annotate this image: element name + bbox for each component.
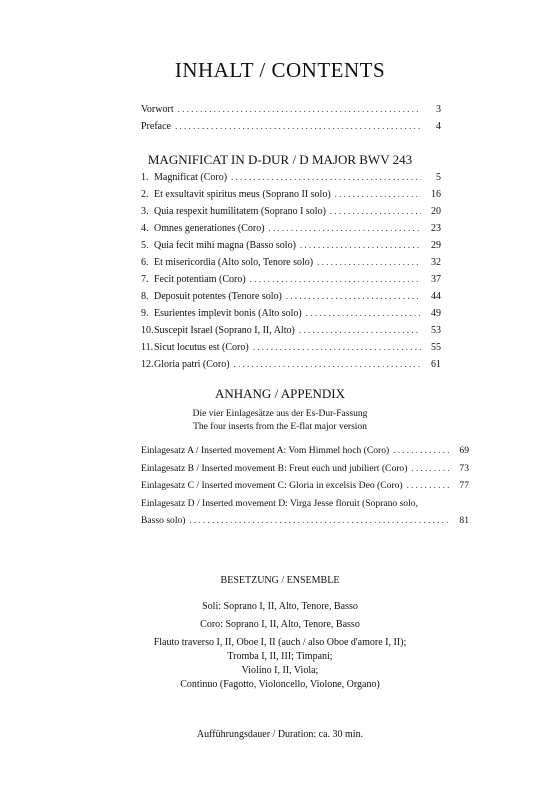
toc-entry-label: Et misericordia (Alto solo, Tenore solo)	[154, 257, 314, 268]
toc-entry-number: 11.	[141, 342, 154, 353]
leader-dots	[317, 257, 421, 267]
toc-entry-page: 20	[431, 206, 441, 217]
leader-dots	[269, 223, 421, 233]
ensemble-soli: Soli: Soprano I, II, Alto, Tenore, Basso	[202, 601, 358, 612]
toc-entry-number: 4.	[141, 223, 149, 234]
toc-entry-number: 5.	[141, 240, 149, 251]
toc-entry-label: Gloria patri (Coro)	[154, 359, 230, 370]
leader-dots	[178, 104, 421, 114]
toc-entry-label: Einlagesatz D / Inserted movement D: Virga Jesse floruit (Soprano solo,	[141, 497, 418, 509]
toc-entry-page: 4	[436, 121, 441, 132]
toc-entry-page: 16	[431, 189, 441, 200]
leader-dots	[299, 325, 421, 335]
toc-entry-label: Einlagesatz A / Inserted movement A: Vom Himmel hoch (Coro)	[141, 445, 390, 456]
leader-dots	[190, 515, 449, 525]
toc-entry-insert-b[interactable]	[141, 463, 469, 481]
leader-dots	[175, 121, 421, 131]
toc-entry-label: Quia respexit humilitatem (Soprano I solo)	[154, 206, 326, 217]
ensemble-heading: BESETZUNG / ENSEMBLE	[220, 575, 340, 586]
toc-entry-label: Omnes generationes (Coro)	[154, 223, 265, 234]
toc-entry-page: 3	[436, 104, 441, 115]
toc-entry-page: 32	[431, 257, 441, 268]
toc-entry-page: 44	[431, 291, 441, 302]
toc-entry-number: 7.	[141, 274, 149, 285]
toc-entry-preface[interactable]	[141, 121, 441, 138]
leader-dots	[407, 480, 449, 490]
magnificat-heading: MAGNIFICAT IN D-DUR / D MAJOR BWV 243	[147, 152, 413, 167]
toc-entry-page: 69	[459, 445, 469, 456]
toc-entry-label: Fecit potentiam (Coro)	[154, 274, 246, 285]
leader-dots	[231, 172, 421, 182]
toc-entry-page: 81	[459, 515, 469, 526]
ensemble-coro: Coro: Soprano I, II, Alto, Tenore, Basso	[200, 619, 360, 630]
toc-entry-label: Preface	[141, 121, 171, 132]
leader-dots	[306, 308, 421, 318]
toc-entry-number: 12.	[141, 359, 154, 370]
toc-entry-number: 8.	[141, 291, 149, 302]
toc-entry-vorwort[interactable]	[141, 104, 441, 121]
toc-entry[interactable]	[141, 359, 441, 376]
toc-entry-number: 9.	[141, 308, 149, 319]
appendix-heading: ANHANG / APPENDIX	[214, 386, 345, 401]
toc-entry-label: Quia fecit mihi magna (Basso solo)	[154, 240, 296, 251]
toc-entry[interactable]	[141, 308, 441, 325]
toc-entry-label: Sicut locutus est (Coro)	[154, 342, 249, 353]
ensemble-instruments-1: Flauto traverso I, II, Oboe I, II (auch / also Oboe d'amore I, II);	[153, 637, 407, 648]
toc-entry-label: Einlagesatz C / Inserted movement C: Gloria in excelsis Deo (Coro)	[141, 480, 403, 491]
toc-entry-number: 6.	[141, 257, 149, 268]
leader-dots	[335, 189, 421, 199]
ensemble-instruments-4: Continuo (Fagotto, Violoncello, Violone, Organo)	[180, 679, 380, 690]
toc-entry[interactable]	[141, 223, 441, 240]
leader-dots	[286, 291, 421, 301]
leader-dots	[234, 359, 421, 369]
leader-dots	[330, 206, 421, 216]
toc-entry-page: 29	[431, 240, 441, 251]
toc-entry[interactable]	[141, 206, 441, 223]
leader-dots	[411, 463, 449, 473]
toc-entry-page: 73	[459, 462, 469, 474]
toc-entry-label: Deposuit potentes (Tenore solo)	[154, 291, 282, 302]
toc-entry[interactable]	[141, 325, 441, 342]
ensemble-instruments-2: Tromba I, II, III; Timpani;	[227, 651, 333, 662]
leader-dots	[253, 342, 421, 352]
leader-dots	[300, 240, 421, 250]
toc-entry-page: 49	[431, 308, 441, 319]
toc-entry-page: 77	[459, 480, 469, 491]
toc-entry-label: Einlagesatz B / Inserted movement B: Freut euch und jubiliert (Coro)	[141, 462, 408, 474]
toc-entry-insert-a[interactable]	[141, 445, 469, 463]
toc-entry-number: 1.	[141, 172, 149, 183]
toc-entry[interactable]	[141, 240, 441, 257]
front-matter-list	[141, 104, 441, 138]
leader-dots	[250, 274, 421, 284]
toc-entry-insert-c[interactable]	[141, 480, 469, 498]
toc-entry-page: 37	[431, 274, 441, 285]
toc-entry-label: Vorwort	[141, 104, 174, 115]
toc-entry-label: Esurientes implevit bonis (Alto solo)	[154, 308, 302, 319]
duration-note: Aufführungsdauer / Duration: ca. 30 min.	[196, 729, 364, 740]
toc-entry[interactable]	[141, 189, 441, 206]
toc-entry-page: 55	[431, 342, 441, 353]
toc-entry-label: Et exsultavit spiritus meus (Soprano II solo)	[154, 189, 331, 200]
toc-entry-page: 23	[431, 223, 441, 234]
toc-entry-number: 2.	[141, 189, 149, 200]
toc-entry-page: 53	[431, 325, 441, 336]
ensemble-instruments-3: Violino I, II, Viola;	[241, 665, 319, 676]
appendix-list	[141, 445, 469, 533]
toc-entry-label: Magnificat (Coro)	[154, 172, 228, 183]
toc-entry[interactable]	[141, 291, 441, 308]
appendix-subtitle-de: Die vier Einlagesätze aus der Es-Dur-Fassung	[192, 409, 368, 419]
toc-entry[interactable]	[141, 274, 441, 291]
magnificat-list	[141, 172, 441, 376]
toc-entry-label: Suscepit Israel (Soprano I, II, Alto)	[154, 325, 295, 336]
toc-entry-number: 3.	[141, 206, 149, 217]
page-title: INHALT / CONTENTS	[174, 58, 386, 82]
leader-dots	[393, 445, 449, 455]
toc-entry[interactable]	[141, 257, 441, 274]
appendix-subtitle-en: The four inserts from the E-flat major version	[193, 422, 367, 432]
toc-entry-label-cont: Basso solo)	[141, 515, 186, 526]
toc-entry[interactable]	[141, 342, 441, 359]
toc-entry-number: 10.	[141, 325, 154, 336]
toc-entry-page: 61	[431, 359, 441, 370]
toc-entry[interactable]	[141, 172, 441, 189]
toc-entry-page: 5	[436, 172, 441, 183]
toc-entry-insert-d-cont[interactable]	[141, 515, 469, 533]
toc-entry-insert-d[interactable]	[141, 498, 469, 516]
